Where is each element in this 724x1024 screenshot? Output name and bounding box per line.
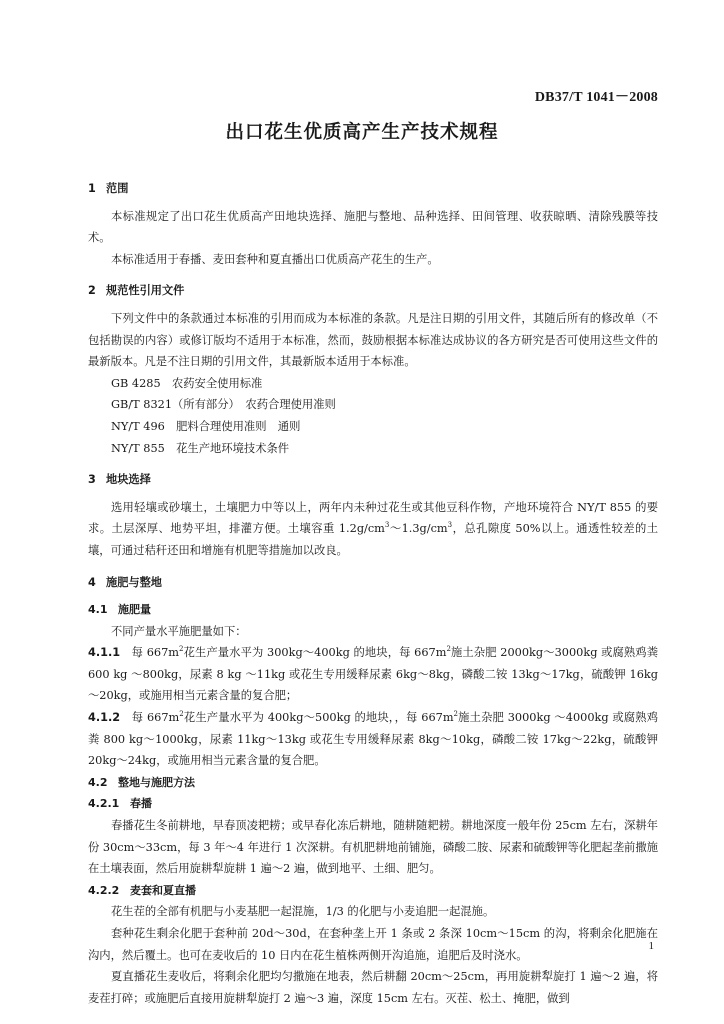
section-heading-1: 1 范围 xyxy=(88,182,129,195)
clause-4-1-1: 4.1.1 每 $667m^2$花生产量水平为 300kg～400kg 的地块，每 $667m^2$施土杂肥 2000kg～3000kg 或腐熟鸡粪 600 kg ～800kg，尿素 8 kg ～11kg 或花生专用缓释尿素 6kg～8kg，磷酸二铵 13kg～17kg，硫酸钾 16kg ～20kg，或施用相当元素含量的复合肥； xyxy=(88,645,658,703)
paragraph: 夏直播花生麦收后，将剩余化肥均匀撒施在地表，然后耕翻 20cm～25cm，再用旋耕犁旋打 1 遍～2 遍，将麦茬打碎；或施肥后直接用旋耕犁旋打 2 遍～3 遍，深度 15cm 左右。灭茬、松土、掩肥，做到 xyxy=(88,970,658,1005)
paragraph: 本标准规定了出口花生优质高产田地块选择、施肥与整地、品种选择、田间管理、收获晾晒、清除残膜等技术。 xyxy=(88,209,658,245)
document-body xyxy=(88,178,658,1009)
paragraph: 春播花生冬前耕地，早春顶凌耙耢；或早春化冻后耕地，随耕随耙耢。耕地深度一般年份 25cm 左右，深耕年份 30cm～33cm，每 3 年～4 年进行 1 次深耕。有机肥耕地前铺施，磷酸二胺、尿素和硫酸钾等化肥起垄前撒施在土壤表面，然后用旋耕犁旋耕 1 遍～2 遍，做到地平、土细、肥匀。 xyxy=(88,819,658,876)
reference-item: NY/T 496 肥料合理使用准则 通则 xyxy=(111,419,301,433)
page-number: 1 xyxy=(648,940,654,952)
section-heading-2: 2 规范性引用文件 xyxy=(88,284,185,298)
paragraph: 选用轻壤或砂壤土，土壤肥力中等以上，两年内未种过花生或其他豆科作物，产地环境符合 NY/T 855 的要求。土层深厚、地势平坦，排灌方便。土壤容重 $1.2g/cm^3\sim 1.3g/cm^3$，总孔隙度 50%以上。通透性较差的土壤，可通过秸秆还田和增施有机肥等措施加以改良。 xyxy=(88,500,659,557)
clause-4-1-2: 4.1.2 每 $667m^2$花生产量水平为 400kg～500kg 的地块，，每 $667m^2$施土杂肥 3000kg ～4000kg 或腐熟鸡粪 800 kg～1000kg，尿素 11kg～13kg 或花生专用缓释尿素 8kg～10kg，磷酸二铵 17kg～22kg，硫酸钾 20kg～24kg，或施用相当元素含量的复合肥。 xyxy=(88,710,658,768)
paragraph: 不同产量水平施肥量如下： xyxy=(111,624,247,638)
subsection-heading-4-2-1: 4.2.1 春播 xyxy=(88,797,152,811)
paragraph: 花生茬的全部有机肥与小麦基肥一起混施，1/3 的化肥与小麦追肥一起混施。 xyxy=(111,905,495,919)
subsection-heading-4-1: 4.1 施肥量 xyxy=(88,603,151,617)
reference-item: NY/T 855 花生产地环境技术条件 xyxy=(111,441,290,455)
paragraph: 下列文件中的条款通过本标准的引用而成为本标准的条款。凡是注日期的引用文件，其随后所有的修改单（不包括勘误的内容）或修订版均不适用于本标准，然而，鼓励根据本标准达成协议的各方研究是否可使用这些文件的最新版本。凡是不注日期的引用文件，其最新版本适用于本标准。 xyxy=(88,311,658,369)
document-title: 出口花生优质高产生产技术规程 xyxy=(225,122,499,143)
section-heading-3: 3 地块选择 xyxy=(88,473,151,487)
subsection-heading-4-2-2: 4.2.2 麦套和夏直播 xyxy=(88,883,196,897)
subsection-heading-4-2: 4.2 整地与施肥方法 xyxy=(88,775,195,789)
standard-code: DB37/T 1041－2008 xyxy=(534,90,658,105)
reference-item: GB 4285 农药安全使用标准 xyxy=(111,376,263,390)
reference-item: GB/T 8321（所有部分） 农药合理使用准则 xyxy=(111,398,336,412)
section-heading-4: 4 施肥与整地 xyxy=(88,575,162,589)
paragraph: 本标准适用于春播、麦田套种和夏直播出口优质高产花生的生产。 xyxy=(111,252,439,266)
paragraph: 套种花生剩余化肥于套种前 20d～30d，在套种垄上开 1 条或 2 条深 10cm～15cm 的沟，将剩余化肥施在沟内，然后覆土。也可在麦收后的 10 日内在花生植株两侧开沟追施，追肥后及时浇水。 xyxy=(88,927,658,962)
